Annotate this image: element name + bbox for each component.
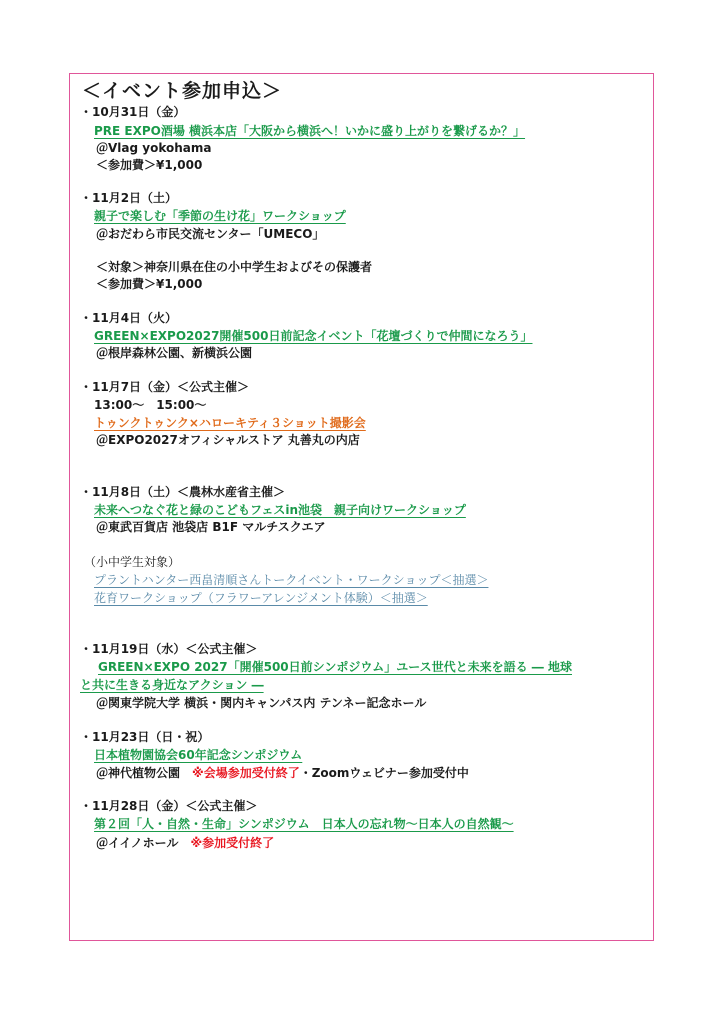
event-date: ・11月19日（水）＜公式主催＞ xyxy=(80,642,258,656)
event-date: ・11月8日（土）＜農林水産省主催＞ xyxy=(80,485,286,499)
event-fee: ＜参加費＞¥1,000 xyxy=(96,277,203,291)
event-sub-link[interactable]: プラントハンター西畠清順さんトークイベント・ワークショップ＜抽選＞ xyxy=(94,573,489,587)
event-notice: ※参加受付終了 xyxy=(190,836,275,850)
event-venue: ＠東武百貨店 池袋店 B1F マルチスクエア xyxy=(96,520,326,534)
event-venue-line xyxy=(96,765,469,781)
event-venue: ＠イイノホール xyxy=(96,836,179,850)
event-link[interactable]: 親子で楽しむ「季節の生け花」ワークショップ xyxy=(94,209,346,223)
event-venue: ＠根岸森林公園、新横浜公園 xyxy=(96,346,253,360)
event-extra: ・Zoomウェビナー参加受付中 xyxy=(299,766,469,780)
event-link[interactable]: と共に生きる身近なアクション ― xyxy=(80,678,264,692)
event-date: ・11月4日（火） xyxy=(80,311,178,325)
event-link[interactable]: GREEN×EXPO2027開催500日前記念イベント「花壇づくりで仲間になろう」 xyxy=(94,329,533,343)
event-link[interactable]: 第２回「人・自然・生命」シンポジウム 日本人の忘れ物～日本人の自然観～ xyxy=(94,817,514,831)
event-venue-line xyxy=(96,835,274,851)
event-time: 13:00～ 15:00～ xyxy=(94,398,207,412)
event-date: ・11月28日（金）＜公式主催＞ xyxy=(80,799,258,813)
event-link[interactable]: トゥンクトゥンク×ハローキティ３ショット撮影会 xyxy=(94,416,366,430)
event-venue: ＠関東学院大学 横浜・関内キャンパス内 テンネー記念ホール xyxy=(96,696,427,710)
event-link[interactable]: 未来へつなぐ花と緑のこどもフェスin池袋 親子向けワークショップ xyxy=(94,503,466,517)
event-venue: ＠EXPO2027オフィシャルストア 丸善丸の内店 xyxy=(96,433,360,447)
page-title: ＜イベント参加申込＞ xyxy=(82,80,283,102)
event-venue: ＠神代植物公園 xyxy=(96,766,181,780)
event-link[interactable]: PRE EXPO酒場 横浜本店「大阪から横浜へ！いかに盛り上がりを繋げるか？」 xyxy=(94,124,526,138)
event-fee: ＜参加費＞¥1,000 xyxy=(96,158,203,172)
event-date: ・11月2日（土） xyxy=(80,191,178,205)
event-venue: ＠Vlag yokohama xyxy=(96,141,212,155)
event-venue: ＠おだわら市民交流センター「UMECO」 xyxy=(96,227,325,241)
event-date: ・11月23日（日・祝） xyxy=(80,730,210,744)
event-sub-link[interactable]: 花育ワークショップ（フラワーアレンジメント体験）＜抽選＞ xyxy=(94,591,428,605)
event-link[interactable]: 日本植物園協会60年記念シンポジウム xyxy=(94,748,303,762)
event-notice: ※会場参加受付終了 xyxy=(192,766,300,780)
event-date: ・11月7日（金）＜公式主催＞ xyxy=(80,380,250,394)
event-link[interactable]: GREEN×EXPO 2027「開催500日前シンポジウム」ユース世代と未来を語る ― 地球 xyxy=(98,660,572,674)
event-date: ・10月31日（金） xyxy=(80,105,186,119)
event-target: ＜対象＞神奈川県在住の小中学生およびその保護者 xyxy=(96,260,373,274)
event-sub-heading: （小中学生対象） xyxy=(84,555,181,569)
